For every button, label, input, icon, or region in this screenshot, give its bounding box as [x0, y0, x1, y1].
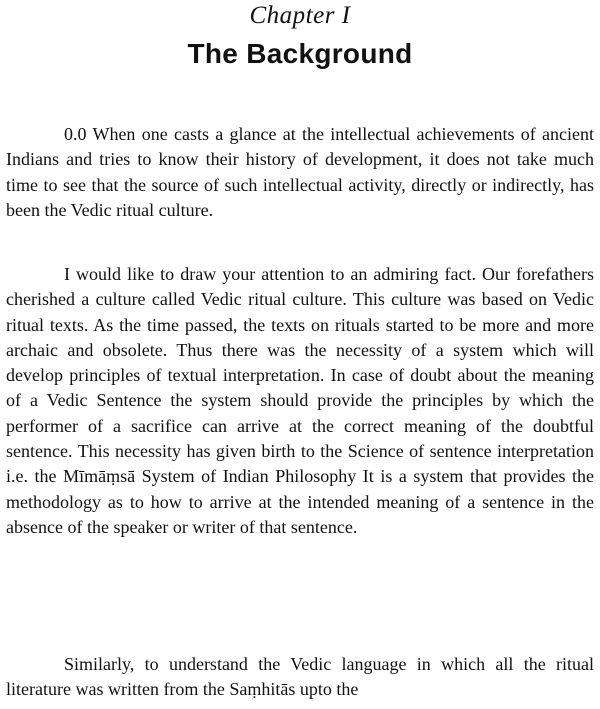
paragraph-vedic-language: Similarly, to understand the Vedic language in which all the ritual literature was written from the Saṃhitās upto the [6, 654, 594, 700]
paragraph-intro: 0.0 When one casts a glance at the intellectual achievements of ancient Indians and tries to know their history of development, it does not take much time to see that the source of such intellectual activity, directly or indirectly, has been the Vedic ritual culture. [6, 124, 594, 220]
chapter-label: Chapter I [249, 2, 351, 29]
chapter-title: The Background [187, 38, 413, 69]
paragraph-ritual-culture: I would like to draw your attention to an admiring fact. Our forefathers cherished a culture called Vedic ritual culture. This culture was based on Vedic ritual texts. As the time passed, the texts on rituals started to be more and more archaic and obsolete. Thus there was the necessity of a system which will develop principles of textual interpretation. In case of doubt about the meaning of a Vedic Sentence the system should provide the principles by which the performer of a sacrifice can arrive at the correct meaning of the doubtful sentence. This necessity has given birth to the Science of sentence interpretation i.e. the Mīmāṃsā System of Indian Philosophy It is a system that provides the methodology as to how to arrive at the intended meaning of a sentence in the absence of the speaker or writer of that sentence. [6, 264, 594, 537]
